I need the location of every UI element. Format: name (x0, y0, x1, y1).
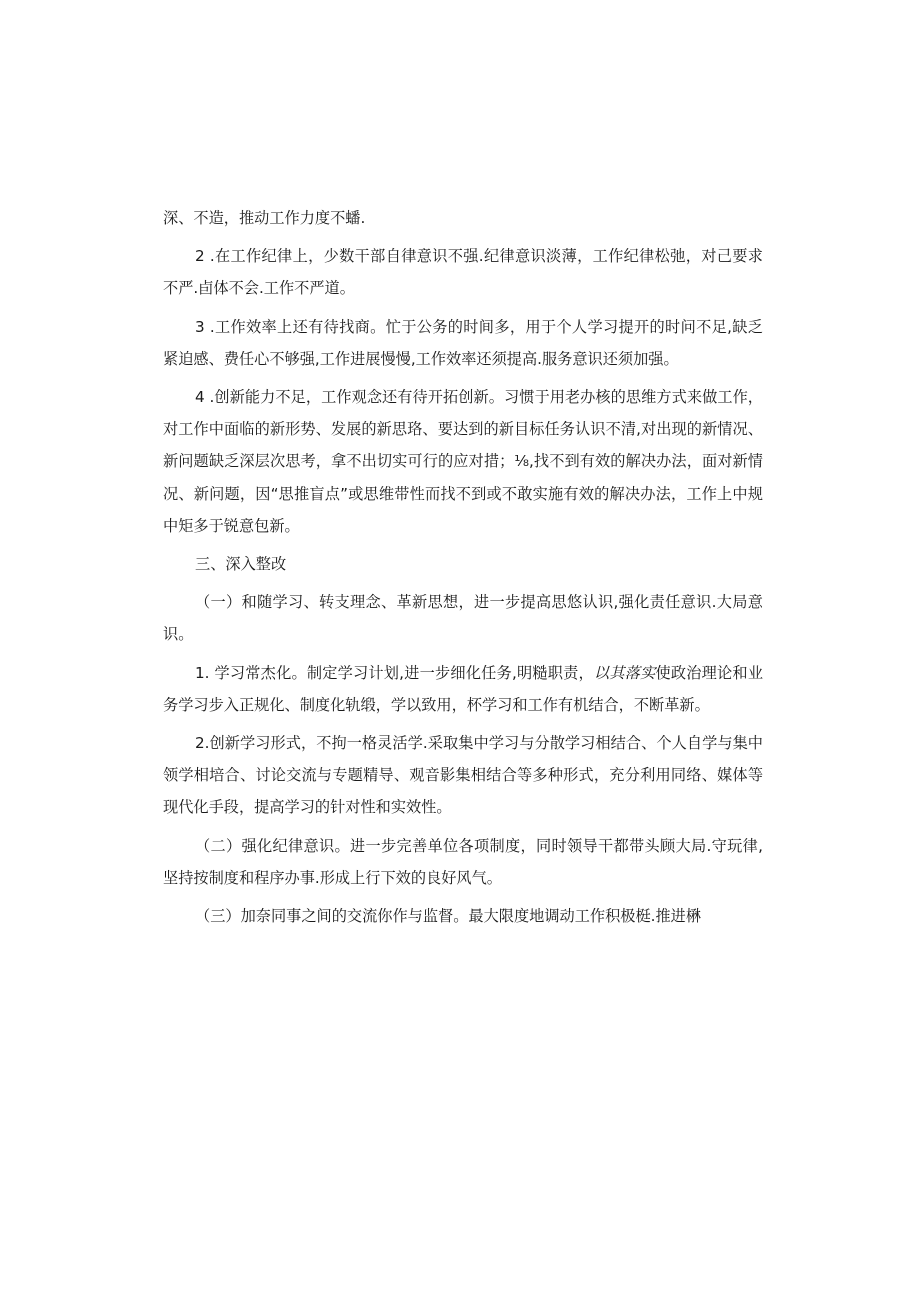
paragraph-study-normalization-part2: 使政治理论和业务学习步入正规化、制度化轨缎，学以致用，杯学习和工作有机结合，不断革新。 (163, 663, 764, 714)
italic-phrase: 以其落实 (593, 663, 656, 682)
paragraph-item-2: 2 .在工作纪律上，少数干部自律意识不强.纪律意识淡薄，工作纪律松弛，对己要求不严.卣体不会.工作不严道。 (163, 247, 763, 298)
paragraph-study-normalization (163, 657, 763, 721)
paragraph-item-3: 3 .工作效率上还有待找商。忙于公务的时间多，用于个人学习提开的时问不足,缺乏紧迫感、费任心不够强,工作进展慢慢,工作效率还须提高.服务意识还须加强。 (163, 317, 763, 368)
subsection-heading-2: （二）强化纪律意识。进一步完善单位各项制度，同时领导干都带头顾大局.守玩律,坚持按制度和程序办事.形成上行下效的良好风气。 (163, 836, 763, 887)
section-heading-3: 三、深入整改 (195, 555, 287, 574)
paragraph-study-forms: 2.创新学习形式，不拘一格灵活学.采取集中学习与分散学习相结合、个人自学与集中领学相培合、讨论交流与专题精导、观音影集相结合等多种形式，充分利用同络、媒体等现代化手段，提高学习的针对性和实效性。 (163, 734, 763, 817)
paragraph-item-4: 4 .创新能力不足，工作观念还有待开拓创新。习惯于用老办核的思维方式来做工作，对工作中面临的新形势、发展的新思珞、要达到的新目标任务认识不清,对出现的新情况、新问题缺乏深层次思考，拿不出切实可行的应对措；⅛,找不到有效的解决办法，面对新情况、新问题，因“思推盲点”或思维带性而找不到或不敢实施有效的解决办法，工作上中规中矩多于锐意包新。 (163, 388, 763, 535)
subsection-heading-1: （一）和随学习、转支理念、革新思想，进一步提高思悠认识,强化责任意识.大局意识。 (163, 593, 763, 644)
document-body (163, 202, 763, 932)
paragraph-study-normalization-part1: 1. 学习常杰化。制定学习计划,进一步细化任务,明糙职责， (195, 663, 594, 682)
paragraph-continuation: 深、不造，推动工作力度不蟠. (163, 209, 366, 227)
subsection-heading-3: （三）加奈同事之间的交流你作与监督。最大限度地调动工作积极梃.推进楙 (195, 907, 702, 926)
